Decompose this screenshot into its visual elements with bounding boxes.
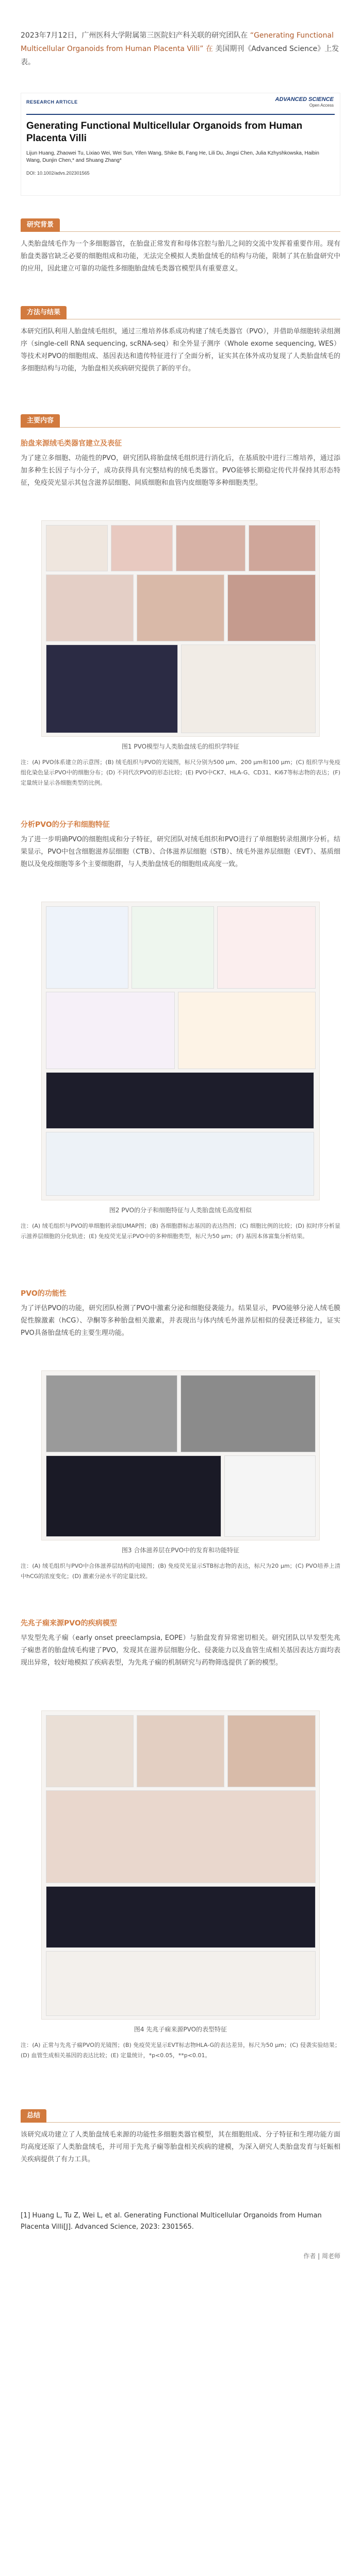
figure-panel bbox=[46, 525, 108, 571]
figure-panel bbox=[137, 1715, 224, 1787]
section-methods bbox=[21, 304, 340, 319]
paper-title: Generating Functional Multicellular Organoids from Human Placenta Villi bbox=[26, 121, 303, 144]
journal-logo bbox=[275, 96, 334, 109]
figure-panel bbox=[46, 1375, 177, 1452]
figure-panel bbox=[227, 1715, 316, 1787]
subsection-2-paragraph: 为了进一步明确PVO的细胞组成和分子特征，研究团队对绒毛组织和PVO进行了单细胞转录组测序分析。结果显示，PVO中包含细胞滋养层细胞（CTB）、合体滋养层细胞（STB）、绒毛外滋养层细胞（EVT）、基质细胞以及免疫细胞等多个主要细胞群，与人类胎盘绒毛的细胞组成高度一致。 bbox=[21, 836, 340, 868]
conclusion-paragraph: 该研究成功建立了人类胎盘绒毛来源的功能性多细胞类器官模型，其在细胞组成、分子特征和生理功能方面均高度还原了人类胎盘绒毛，并可用于先兆子痫等胎盘相关疾病的建模，为深入研究人类胎盘发育与妊娠相关疾病提供了有力工具。 bbox=[21, 2131, 340, 2163]
section-conclusion bbox=[21, 2107, 340, 2123]
figure-panel bbox=[46, 906, 128, 989]
journal-sub: Open Access bbox=[309, 103, 334, 108]
figure-panel bbox=[111, 525, 173, 571]
figure-panel bbox=[46, 574, 134, 641]
figure-1 bbox=[41, 520, 320, 737]
figure-panel bbox=[227, 574, 316, 641]
editor-credit: 作者 | 周老师 bbox=[303, 2252, 340, 2260]
section-title: 研究背景 bbox=[21, 218, 60, 232]
journal-name: ADVANCED SCIENCE bbox=[275, 96, 334, 103]
figure-panel bbox=[46, 1886, 316, 1948]
figure-1-note: 注：(A) PVO体系建立的示意图；(B) 绒毛组织与PVO的光镜图，标尺分别为500 μm、200 μm和100 μm；(C) 组织学与免疫组化染色显示PVO中的细胞分布；(D) 不同代次PVO的形态比较；(E) PVO中CK7、HLA-G、CD31、Ki67等标志物的表达；(F) 定量统计显示各细胞类型的比例。 bbox=[21, 759, 340, 786]
background-paragraph: 人类胎盘绒毛作为一个多细胞器官，在胎盘正常发育和母体宫腔与胎儿之间的交流中发挥着重要作用。现有胎盘类器官缺乏必要的细胞组成和功能，无法完全模拟人类胎盘绒毛的结构与功能，限制了其在胎盘研究中的应用，因此建立可靠的功能性多细胞胎盘绒毛类器官模型具有重要意义。 bbox=[21, 240, 340, 273]
figure-panel bbox=[46, 645, 178, 733]
subsection-3-paragraph: 为了评估PVO的功能，研究团队检测了PVO中激素分泌和细胞侵袭能力。结果显示，PVO能够分泌人绒毛膜促性腺激素（hCG）、孕酮等多种胎盘相关激素，并表现出与体内绒毛外滋养层相似的侵袭迁移能力，证实PVO具备胎盘绒毛的主要生理功能。 bbox=[21, 1304, 340, 1337]
figure-panel bbox=[46, 1455, 221, 1537]
figure-4 bbox=[41, 1710, 320, 2020]
section-main-content bbox=[21, 412, 340, 428]
figure-2-note: 注：(A) 绒毛组织与PVO的单细胞转录组UMAP图；(B) 各细胞群标志基因的表达热图；(C) 细胞比例的比较；(D) 拟时序分析显示滋养层细胞的分化轨迹；(E) 免疫荧光显示PVO中的多种细胞类型，标尺为50 μm；(F) 基因本体富集分析结果。 bbox=[21, 1223, 340, 1240]
figure-3 bbox=[41, 1370, 320, 1540]
subheading-1: 胎盘来源绒毛类器官建立及表征 bbox=[21, 439, 122, 448]
section-title: 方法与结果 bbox=[21, 306, 67, 319]
section-title: 总结 bbox=[21, 2109, 46, 2123]
figure-panel bbox=[224, 1455, 316, 1537]
figure-panel bbox=[176, 525, 245, 571]
header-rule bbox=[26, 114, 335, 115]
figure-4-note: 注：(A) 正常与先兆子痫PVO的光镜图；(B) 免疫荧光显示EVT标志物HLA-G的表达差异，标尺为50 μm；(C) 侵袭实验结果；(D) 血管生成相关基因的表达比较；(E) 定量统计，*p<0.05，**p<0.01。 bbox=[21, 2042, 340, 2059]
figure-3-caption: 图3 合体滋养层在PVO中的发育和功能特征 bbox=[121, 1547, 240, 1554]
figure-panel bbox=[46, 1132, 314, 1196]
subheading-3: PVO的功能性 bbox=[21, 1290, 67, 1298]
figure-panel bbox=[46, 1072, 314, 1129]
methods-paragraph: 本研究团队利用人胎盘绒毛组织，通过三维培养体系成功构建了绒毛类器官（PVO），并借助单细胞转录组测序（single-cell RNA sequencing, scRNA-seq）和全外显子测序（Whole exome sequencing, WES）等技术对PVO的细胞组成、基因表达和遗传特征进行了全面分析，证实其在体外成功复现了人类胎盘绒毛的多细胞结构与功能，为胎盘相关疾病研究提供了新的平台。 bbox=[21, 328, 340, 372]
figure-2 bbox=[41, 902, 320, 1200]
section-research-background bbox=[21, 216, 340, 232]
subheading-4: 先兆子痫来源PVO的疾病模型 bbox=[21, 1619, 117, 1628]
figure-panel bbox=[132, 906, 214, 989]
figure-panel bbox=[46, 1790, 316, 1883]
figure-panel bbox=[46, 1715, 134, 1787]
figure-panel bbox=[180, 1375, 316, 1452]
section-title: 主要内容 bbox=[21, 414, 60, 428]
figure-4-caption: 图4 先兆子痫来源PVO的表型特征 bbox=[134, 2026, 227, 2033]
figure-panel bbox=[137, 574, 224, 641]
subsection-1-paragraph: 为了建立多细胞、功能性的PVO，研究团队将胎盘绒毛组织进行消化后，在基质胶中进行三维培养，通过添加多种生长因子与小分子，成功获得具有完整结构的绒毛类器官。PVO能够长期稳定传代并保持其形态特征，免疫荧光显示其包含滋养层细胞、间质细胞和血管内皮细胞等多种细胞类型。 bbox=[21, 454, 340, 487]
figure-panel bbox=[46, 1951, 316, 2016]
paper-doi: DOI: 10.1002/advs.202301565 bbox=[26, 171, 90, 176]
reference-item: [1] Huang L, Tu Z, Wei L, et al. Generating Functional Multicellular Organoids from Human Placenta Villi[J]. Advanced Science, 2023: 2301565. bbox=[21, 2212, 322, 2231]
figure-panel bbox=[178, 992, 316, 1069]
figure-3-note: 注：(A) 绒毛组织与PVO中合体滋养层结构的电镜图；(B) 免疫荧光显示STB标志物的表达，标尺为20 μm；(C) PVO培养上清中hCG的浓度变化；(D) 激素分泌水平的定量比较。 bbox=[21, 1563, 340, 1580]
paper-header-card bbox=[21, 93, 340, 196]
figure-panel bbox=[249, 525, 316, 571]
intro-paragraph bbox=[21, 29, 340, 69]
intro-text-2: “Generating Functional Multicellular Organoids from Human Placenta Villi” 在 bbox=[21, 31, 334, 53]
research-article-tag: RESEARCH ARTICLE bbox=[26, 99, 78, 105]
figure-1-caption: 图1 PVO模型与人类胎盘绒毛的组织学特征 bbox=[121, 743, 240, 750]
figure-panel bbox=[46, 992, 175, 1069]
subheading-2: 分析PVO的分子和细胞特征 bbox=[21, 821, 110, 829]
paper-authors: Lijun Huang, Zhaowei Tu, Lixiao Wei, Wei Sun, Yifen Wang, Shike Bi, Fang He, Lili Du, Jingsi Chen, Julia Kzhyshkowska, Haibin Wang, Dunjin Chen,* and Shuang Zhang* bbox=[26, 150, 319, 163]
intro-text-1: 2023年7月12日，广州医科大学附属第三医院妇产科关联的研究团队在 bbox=[21, 31, 248, 40]
figure-panel bbox=[217, 906, 316, 989]
intro-text-3: 美国期刊《Advanced Science》上发表。 bbox=[21, 45, 339, 66]
figure-2-caption: 图2 PVO的分子和细胞特征与人类胎盘绒毛高度相似 bbox=[109, 1207, 252, 1214]
subsection-4-paragraph: 早发型先兆子痫（early onset preeclampsia, EOPE）与胎盘发育异常密切相关。研究团队以早发型先兆子痫患者的胎盘绒毛构建了PVO，发现其在滋养层细胞分化、侵袭能力以及血管生成相关基因表达方面均表现出异常，较好地模拟了疾病表型，为先兆子痫的机制研究与药物筛选提供了新的模型。 bbox=[21, 1634, 340, 1667]
figure-panel bbox=[181, 645, 316, 733]
